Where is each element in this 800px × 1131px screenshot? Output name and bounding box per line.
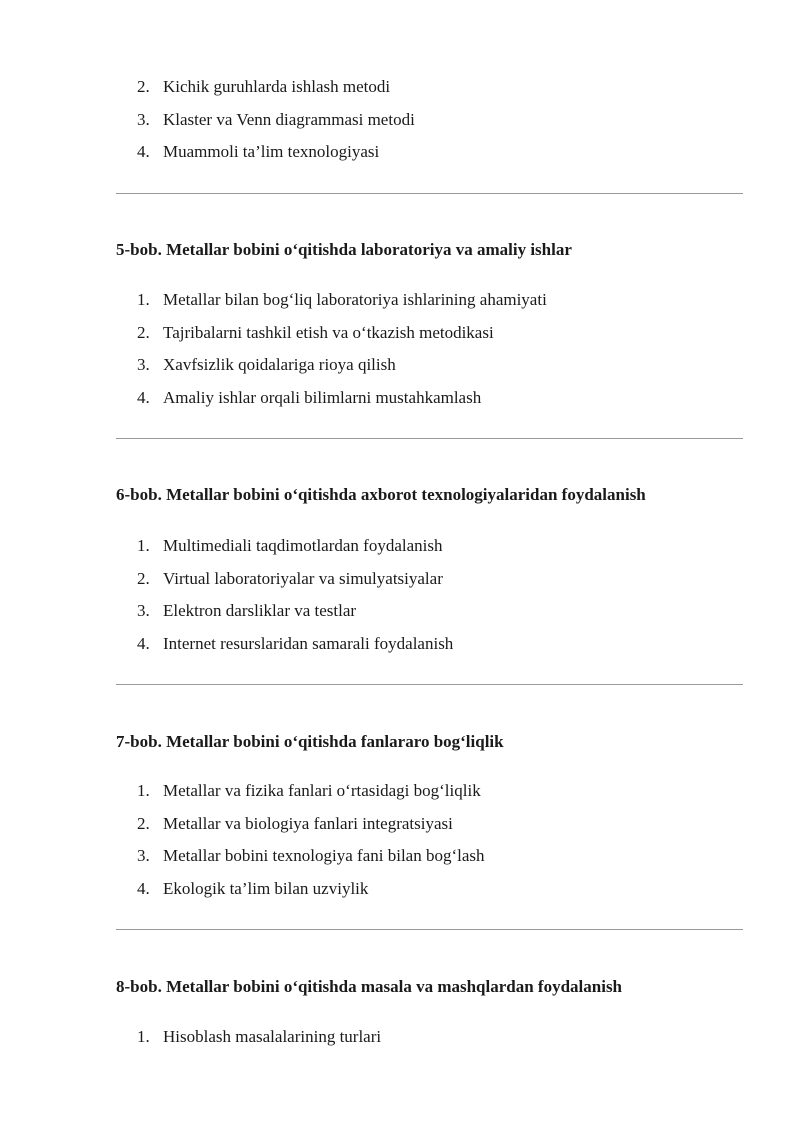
list-item (137, 284, 547, 317)
chapter-heading: 7-bob. Metallar bobini o‘qitishda fanlararo bog‘liqlik (116, 732, 504, 751)
list-item (137, 1021, 381, 1054)
list-item-number: 1. (137, 290, 150, 309)
list-item-number: 2. (137, 568, 150, 588)
list-item (137, 136, 415, 169)
list-item-number: 4. (137, 142, 150, 161)
list-item-text: Metallar va biologiya fanlari integratsiyasi (163, 813, 453, 833)
list-item (137, 382, 547, 415)
list-item (137, 775, 485, 808)
list-item-number: 4. (137, 387, 150, 407)
list-item-text: Tajribalarni tashkil etish va o‘tkazish metodikasi (163, 322, 494, 342)
chapter-list (137, 284, 547, 414)
list-item-text: Elektron darsliklar va testlar (163, 601, 357, 620)
chapter-heading: 6-bob. Metallar bobini o‘qitishda axborot texnologiyalaridan foydalanish (116, 485, 646, 504)
list-item-text: Metallar bilan bog‘liq laboratoriya ishlarining ahamiyati (163, 290, 547, 309)
list-item-number: 2. (137, 77, 150, 96)
chapter-heading: 5-bob. Metallar bobini o‘qitishda laboratoriya va amaliy ishlar (116, 240, 572, 259)
list-item-number: 4. (137, 633, 150, 653)
list-item-number: 4. (137, 878, 150, 898)
list-item-text: Metallar bobini texnologiya fani bilan bog‘lash (163, 846, 485, 865)
list-item (137, 595, 453, 628)
list-item-number: 3. (137, 846, 150, 865)
list-item-text: Internet resurslaridan samarali foydalanish (163, 633, 454, 653)
list-item-text: Virtual laboratoriyalar va simulyatsiyalar (163, 568, 443, 588)
list-item-number: 2. (137, 322, 150, 342)
list-item-text: Muammoli ta’lim texnologiyasi (163, 142, 380, 161)
list-item-number: 3. (137, 109, 150, 129)
intro-list (137, 71, 415, 169)
list-item (137, 104, 415, 137)
list-item (137, 530, 453, 563)
list-item (137, 808, 485, 841)
list-item (137, 628, 453, 661)
chapter-list (137, 775, 485, 905)
list-item-number: 2. (137, 813, 150, 833)
list-item-text: Multimediali taqdimotlardan foydalanish (163, 536, 443, 555)
section-divider (116, 684, 743, 685)
list-item-number: 1. (137, 1027, 150, 1046)
chapter-list (137, 1021, 381, 1054)
section-divider (116, 438, 743, 439)
list-item-text: Amaliy ishlar orqali bilimlarni mustahkamlash (163, 387, 482, 407)
list-item-text: Ekologik ta’lim bilan uzviylik (163, 878, 369, 898)
chapter-heading: 8-bob. Metallar bobini o‘qitishda masala va mashqlardan foydalanish (116, 977, 623, 996)
section-divider (116, 929, 743, 930)
list-item (137, 349, 547, 382)
list-item (137, 840, 485, 873)
list-item-number: 1. (137, 781, 150, 800)
section-divider (116, 193, 743, 194)
list-item-text: Metallar va fizika fanlari o‘rtasidagi bog‘liqlik (163, 781, 481, 800)
list-item-number: 3. (137, 601, 150, 620)
list-item-text: Hisoblash masalalarining turlari (163, 1027, 382, 1046)
list-item-text: Kichik guruhlarda ishlash metodi (163, 77, 391, 96)
list-item (137, 71, 415, 104)
list-item-number: 3. (137, 355, 150, 374)
chapter-list (137, 530, 453, 660)
list-item (137, 317, 547, 350)
list-item (137, 563, 453, 596)
list-item-number: 1. (137, 536, 150, 555)
list-item-text: Klaster va Venn diagrammasi metodi (163, 109, 415, 129)
list-item (137, 873, 485, 906)
list-item-text: Xavfsizlik qoidalariga rioya qilish (163, 355, 396, 374)
